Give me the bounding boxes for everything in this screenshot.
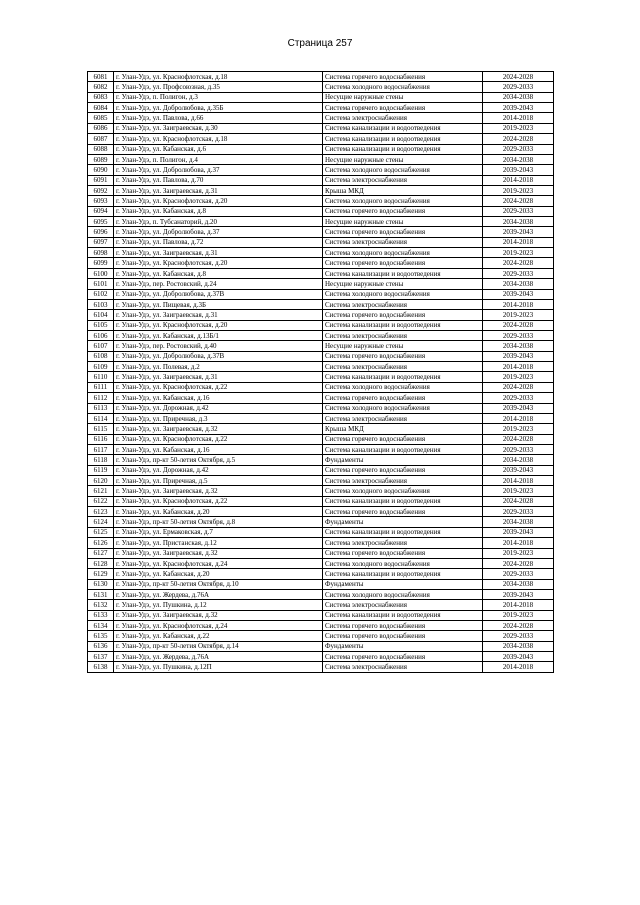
period-cell: 2029-2033: [483, 444, 554, 454]
period-cell: 2019-2023: [483, 372, 554, 382]
row-number-cell: 6089: [88, 154, 114, 164]
table-row: [88, 341, 554, 351]
table-row: [88, 299, 554, 309]
repair-type-cell: Система электроснабжения: [323, 662, 483, 672]
repair-type-cell: Система холодного водоснабжения: [323, 486, 483, 496]
table-row: [88, 569, 554, 579]
row-number-cell: 6112: [88, 393, 114, 403]
address-cell: г. Улан-Удэ, ул. Кабанская, д.13Б/1: [114, 330, 323, 340]
repair-type-cell: Система электроснабжения: [323, 476, 483, 486]
address-cell: г. Улан-Удэ, ул. Кабанская, д.8: [114, 206, 323, 216]
table-row: [88, 548, 554, 558]
table-row: [88, 455, 554, 465]
table-row: [88, 600, 554, 610]
repair-type-cell: Система горячего водоснабжения: [323, 310, 483, 320]
row-number-cell: 6118: [88, 455, 114, 465]
table-row: [88, 662, 554, 672]
period-cell: 2039-2043: [483, 403, 554, 413]
address-cell: г. Улан-Удэ, ул. Павлова, д.66: [114, 113, 323, 123]
table-row: [88, 558, 554, 568]
address-cell: г. Улан-Удэ, пер. Ростовский, д.40: [114, 341, 323, 351]
table-row: [88, 589, 554, 599]
row-number-cell: 6090: [88, 165, 114, 175]
row-number-cell: 6092: [88, 185, 114, 195]
table-row: [88, 72, 554, 82]
row-number-cell: 6104: [88, 310, 114, 320]
period-cell: 2024-2028: [483, 621, 554, 631]
address-cell: г. Улан-Удэ, ул. Пушкина, д.12: [114, 600, 323, 610]
address-cell: г. Улан-Удэ, ул. Заиграевская, д.31: [114, 248, 323, 258]
row-number-cell: 6115: [88, 424, 114, 434]
table-row: [88, 496, 554, 506]
table-row: [88, 652, 554, 662]
period-cell: 2029-2033: [483, 144, 554, 154]
row-number-cell: 6097: [88, 237, 114, 247]
period-cell: 2024-2028: [483, 558, 554, 568]
row-number-cell: 6082: [88, 82, 114, 92]
repair-type-cell: Фундаменты: [323, 641, 483, 651]
table-row: [88, 258, 554, 268]
period-cell: 2034-2038: [483, 154, 554, 164]
period-cell: 2039-2043: [483, 165, 554, 175]
period-cell: 2019-2023: [483, 486, 554, 496]
repair-type-cell: Система электроснабжения: [323, 600, 483, 610]
address-cell: г. Улан-Удэ, ул. Жердева, д.76А: [114, 652, 323, 662]
table-row: [88, 154, 554, 164]
repair-type-cell: Система холодного водоснабжения: [323, 558, 483, 568]
address-cell: г. Улан-Удэ, ул. Профсоюзная, д.35: [114, 82, 323, 92]
period-cell: 2039-2043: [483, 289, 554, 299]
row-number-cell: 6093: [88, 196, 114, 206]
period-cell: 2024-2028: [483, 320, 554, 330]
address-cell: г. Улан-Удэ, п. Тубсанаторий, д.20: [114, 217, 323, 227]
address-cell: г. Улан-Удэ, ул. Заиграевская, д.32: [114, 486, 323, 496]
table-row: [88, 351, 554, 361]
period-cell: 2029-2033: [483, 206, 554, 216]
row-number-cell: 6106: [88, 330, 114, 340]
address-cell: г. Улан-Удэ, ул. Кабанская, д.20: [114, 507, 323, 517]
table-row: [88, 372, 554, 382]
table-row: [88, 444, 554, 454]
address-cell: г. Улан-Удэ, ул. Кабанская, д.6: [114, 144, 323, 154]
row-number-cell: 6123: [88, 507, 114, 517]
address-cell: г. Улан-Удэ, ул. Заиграевская, д.31: [114, 310, 323, 320]
row-number-cell: 6088: [88, 144, 114, 154]
repair-type-cell: Система электроснабжения: [323, 113, 483, 123]
repair-type-cell: Система горячего водоснабжения: [323, 631, 483, 641]
row-number-cell: 6114: [88, 413, 114, 423]
repair-type-cell: Система горячего водоснабжения: [323, 434, 483, 444]
period-cell: 2024-2028: [483, 134, 554, 144]
address-cell: г. Улан-Удэ, ул. Добролюбова, д.37В: [114, 351, 323, 361]
period-cell: 2029-2033: [483, 631, 554, 641]
address-cell: г. Улан-Удэ, ул. Полевая, д.2: [114, 362, 323, 372]
row-number-cell: 6119: [88, 465, 114, 475]
repair-type-cell: Система горячего водоснабжения: [323, 652, 483, 662]
table-row: [88, 465, 554, 475]
row-number-cell: 6125: [88, 527, 114, 537]
address-cell: г. Улан-Удэ, ул. Краснофлотская, д.20: [114, 196, 323, 206]
period-cell: 2014-2018: [483, 299, 554, 309]
period-cell: 2024-2028: [483, 196, 554, 206]
repair-type-cell: Система горячего водоснабжения: [323, 227, 483, 237]
period-cell: 2029-2033: [483, 569, 554, 579]
address-cell: г. Улан-Удэ, ул. Дорожная, д.42: [114, 465, 323, 475]
repair-type-cell: Несущие наружные стены: [323, 92, 483, 102]
period-cell: 2014-2018: [483, 538, 554, 548]
repair-type-cell: Система горячего водоснабжения: [323, 621, 483, 631]
row-number-cell: 6085: [88, 113, 114, 123]
row-number-cell: 6087: [88, 134, 114, 144]
table-row: [88, 217, 554, 227]
period-cell: 2034-2038: [483, 455, 554, 465]
address-cell: г. Улан-Удэ, ул. Краснофлотская, д.22: [114, 382, 323, 392]
address-cell: г. Улан-Удэ, ул. Приречная, д.3: [114, 413, 323, 423]
table-row: [88, 631, 554, 641]
address-cell: г. Улан-Удэ, ул. Краснофлотская, д.20: [114, 320, 323, 330]
repair-type-cell: Система электроснабжения: [323, 362, 483, 372]
address-cell: г. Улан-Удэ, ул. Приречная, д.5: [114, 476, 323, 486]
period-cell: 2039-2043: [483, 589, 554, 599]
repair-type-cell: Система канализации и водоотведения: [323, 610, 483, 620]
row-number-cell: 6120: [88, 476, 114, 486]
period-cell: 2029-2033: [483, 330, 554, 340]
repair-type-cell: Несущие наружные стены: [323, 279, 483, 289]
address-cell: г. Улан-Удэ, ул. Ермаковская, д.7: [114, 527, 323, 537]
row-number-cell: 6137: [88, 652, 114, 662]
repair-type-cell: Крыша МКД: [323, 424, 483, 434]
row-number-cell: 6103: [88, 299, 114, 309]
repair-type-cell: Система электроснабжения: [323, 175, 483, 185]
row-number-cell: 6124: [88, 517, 114, 527]
address-cell: г. Улан-Удэ, ул. Заиграевская, д.30: [114, 123, 323, 133]
row-number-cell: 6110: [88, 372, 114, 382]
row-number-cell: 6098: [88, 248, 114, 258]
repair-type-cell: Система канализации и водоотведения: [323, 372, 483, 382]
repair-type-cell: Система канализации и водоотведения: [323, 268, 483, 278]
repair-type-cell: Система горячего водоснабжения: [323, 393, 483, 403]
repair-type-cell: Система электроснабжения: [323, 299, 483, 309]
repair-type-cell: Система электроснабжения: [323, 330, 483, 340]
period-cell: 2014-2018: [483, 662, 554, 672]
repair-type-cell: Несущие наружные стены: [323, 154, 483, 164]
table-row: [88, 517, 554, 527]
table-body: [88, 72, 554, 673]
row-number-cell: 6081: [88, 72, 114, 82]
period-cell: 2024-2028: [483, 258, 554, 268]
period-cell: 2019-2023: [483, 185, 554, 195]
address-cell: г. Улан-Удэ, ул. Краснофлотская, д.18: [114, 134, 323, 144]
period-cell: 2034-2038: [483, 279, 554, 289]
period-cell: 2014-2018: [483, 175, 554, 185]
period-cell: 2039-2043: [483, 227, 554, 237]
address-cell: г. Улан-Удэ, ул. Добролюбова, д.37: [114, 165, 323, 175]
table-row: [88, 424, 554, 434]
table-row: [88, 527, 554, 537]
table-row: [88, 248, 554, 258]
period-cell: 2014-2018: [483, 476, 554, 486]
row-number-cell: 6132: [88, 600, 114, 610]
address-cell: г. Улан-Удэ, ул. Павлова, д.70: [114, 175, 323, 185]
repair-type-cell: Система канализации и водоотведения: [323, 144, 483, 154]
period-cell: 2029-2033: [483, 507, 554, 517]
row-number-cell: 6131: [88, 589, 114, 599]
address-cell: г. Улан-Удэ, ул. Заиграевская, д.32: [114, 610, 323, 620]
repair-type-cell: Система холодного водоснабжения: [323, 589, 483, 599]
row-number-cell: 6099: [88, 258, 114, 268]
row-number-cell: 6113: [88, 403, 114, 413]
period-cell: 2039-2043: [483, 351, 554, 361]
table-row: [88, 320, 554, 330]
repair-type-cell: Система холодного водоснабжения: [323, 165, 483, 175]
repair-type-cell: Система горячего водоснабжения: [323, 465, 483, 475]
table-row: [88, 206, 554, 216]
address-cell: г. Улан-Удэ, пр-кт 50-летия Октября, д.10: [114, 579, 323, 589]
row-number-cell: 6108: [88, 351, 114, 361]
row-number-cell: 6102: [88, 289, 114, 299]
repair-type-cell: Система горячего водоснабжения: [323, 258, 483, 268]
period-cell: 2014-2018: [483, 113, 554, 123]
repair-type-cell: Несущие наружные стены: [323, 341, 483, 351]
period-cell: 2024-2028: [483, 496, 554, 506]
table-row: [88, 227, 554, 237]
table-row: [88, 92, 554, 102]
repair-type-cell: Система холодного водоснабжения: [323, 248, 483, 258]
address-cell: г. Улан-Удэ, пер. Ростовский, д.24: [114, 279, 323, 289]
row-number-cell: 6084: [88, 103, 114, 113]
period-cell: 2029-2033: [483, 393, 554, 403]
row-number-cell: 6128: [88, 558, 114, 568]
address-cell: г. Улан-Удэ, ул. Кабанская, д.20: [114, 569, 323, 579]
period-cell: 2034-2038: [483, 341, 554, 351]
row-number-cell: 6096: [88, 227, 114, 237]
address-cell: г. Улан-Удэ, ул. Заиграевская, д.32: [114, 424, 323, 434]
period-cell: 2014-2018: [483, 413, 554, 423]
table-row: [88, 310, 554, 320]
table-row: [88, 434, 554, 444]
repair-type-cell: Фундаменты: [323, 579, 483, 589]
table-row: [88, 237, 554, 247]
repair-schedule-table: [87, 71, 554, 673]
row-number-cell: 6111: [88, 382, 114, 392]
repair-type-cell: Система канализации и водоотведения: [323, 527, 483, 537]
address-cell: г. Улан-Удэ, пр-кт 50-летия Октября, д.8: [114, 517, 323, 527]
repair-type-cell: Система электроснабжения: [323, 413, 483, 423]
row-number-cell: 6130: [88, 579, 114, 589]
repair-type-cell: Система горячего водоснабжения: [323, 103, 483, 113]
row-number-cell: 6107: [88, 341, 114, 351]
table-row: [88, 330, 554, 340]
repair-type-cell: Система горячего водоснабжения: [323, 72, 483, 82]
row-number-cell: 6122: [88, 496, 114, 506]
table-row: [88, 507, 554, 517]
table-row: [88, 113, 554, 123]
period-cell: 2019-2023: [483, 123, 554, 133]
repair-type-cell: Система канализации и водоотведения: [323, 444, 483, 454]
table-row: [88, 641, 554, 651]
address-cell: г. Улан-Удэ, ул. Пристанская, д.12: [114, 538, 323, 548]
repair-type-cell: Система горячего водоснабжения: [323, 548, 483, 558]
period-cell: 2039-2043: [483, 652, 554, 662]
row-number-cell: 6091: [88, 175, 114, 185]
period-cell: 2024-2028: [483, 434, 554, 444]
period-cell: 2039-2043: [483, 103, 554, 113]
address-cell: г. Улан-Удэ, п. Полигон, д.3: [114, 92, 323, 102]
repair-type-cell: Система канализации и водоотведения: [323, 496, 483, 506]
address-cell: г. Улан-Удэ, ул. Краснофлотская, д.18: [114, 72, 323, 82]
row-number-cell: 6134: [88, 621, 114, 631]
address-cell: г. Улан-Удэ, ул. Краснофлотская, д.24: [114, 558, 323, 568]
table-row: [88, 144, 554, 154]
repair-type-cell: Крыша МКД: [323, 185, 483, 195]
row-number-cell: 6133: [88, 610, 114, 620]
address-cell: г. Улан-Удэ, ул. Заиграевская, д.31: [114, 372, 323, 382]
address-cell: г. Улан-Удэ, ул. Добролюбова, д.37: [114, 227, 323, 237]
repair-type-cell: Система канализации и водоотведения: [323, 569, 483, 579]
address-cell: г. Улан-Удэ, ул. Пушкина, д.12П: [114, 662, 323, 672]
repair-type-cell: Система электроснабжения: [323, 237, 483, 247]
address-cell: г. Улан-Удэ, ул. Дорожная, д.42: [114, 403, 323, 413]
table-row: [88, 382, 554, 392]
period-cell: 2024-2028: [483, 72, 554, 82]
address-cell: г. Улан-Удэ, ул. Краснофлотская, д.22: [114, 434, 323, 444]
period-cell: 2019-2023: [483, 548, 554, 558]
table-row: [88, 165, 554, 175]
table-row: [88, 403, 554, 413]
period-cell: 2034-2038: [483, 217, 554, 227]
period-cell: 2019-2023: [483, 610, 554, 620]
period-cell: 2034-2038: [483, 517, 554, 527]
address-cell: г. Улан-Удэ, ул. Кабанская, д.22: [114, 631, 323, 641]
table-row: [88, 393, 554, 403]
row-number-cell: 6086: [88, 123, 114, 133]
address-cell: г. Улан-Удэ, ул. Добролюбова, д.37В: [114, 289, 323, 299]
row-number-cell: 6100: [88, 268, 114, 278]
row-number-cell: 6138: [88, 662, 114, 672]
row-number-cell: 6129: [88, 569, 114, 579]
period-cell: 2034-2038: [483, 92, 554, 102]
repair-type-cell: Система электроснабжения: [323, 538, 483, 548]
address-cell: г. Улан-Удэ, ул. Заиграевская, д.32: [114, 548, 323, 558]
table-row: [88, 196, 554, 206]
table-row: [88, 610, 554, 620]
row-number-cell: 6126: [88, 538, 114, 548]
address-cell: г. Улан-Удэ, пр-кт 50-летия Октября, д.5: [114, 455, 323, 465]
address-cell: г. Улан-Удэ, п. Полигон, д.4: [114, 154, 323, 164]
row-number-cell: 6116: [88, 434, 114, 444]
repair-type-cell: Система горячего водоснабжения: [323, 351, 483, 361]
row-number-cell: 6117: [88, 444, 114, 454]
table-row: [88, 362, 554, 372]
repair-type-cell: Система канализации и водоотведения: [323, 123, 483, 133]
repair-type-cell: Система горячего водоснабжения: [323, 507, 483, 517]
table-row: [88, 279, 554, 289]
period-cell: 2029-2033: [483, 82, 554, 92]
row-number-cell: 6105: [88, 320, 114, 330]
table-row: [88, 134, 554, 144]
period-cell: 2014-2018: [483, 362, 554, 372]
table-row: [88, 579, 554, 589]
table-row: [88, 413, 554, 423]
table-row: [88, 82, 554, 92]
table-row: [88, 538, 554, 548]
repair-type-cell: Система канализации и водоотведения: [323, 320, 483, 330]
period-cell: 2029-2033: [483, 268, 554, 278]
row-number-cell: 6095: [88, 217, 114, 227]
address-cell: г. Улан-Удэ, ул. Заиграевская, д.31: [114, 185, 323, 195]
address-cell: г. Улан-Удэ, ул. Кабанская, д.16: [114, 393, 323, 403]
row-number-cell: 6127: [88, 548, 114, 558]
period-cell: 2034-2038: [483, 579, 554, 589]
table-row: [88, 289, 554, 299]
row-number-cell: 6083: [88, 92, 114, 102]
repair-type-cell: Система холодного водоснабжения: [323, 382, 483, 392]
period-cell: 2019-2023: [483, 310, 554, 320]
page-title: Страница 257: [287, 38, 353, 49]
address-cell: г. Улан-Удэ, ул. Жердева, д.76А: [114, 589, 323, 599]
table-row: [88, 268, 554, 278]
address-cell: г. Улан-Удэ, пр-кт 50-летия Октября, д.14: [114, 641, 323, 651]
table-row: [88, 486, 554, 496]
table-row: [88, 621, 554, 631]
repair-type-cell: Система холодного водоснабжения: [323, 82, 483, 92]
address-cell: г. Улан-Удэ, ул. Краснофлотская, д.22: [114, 496, 323, 506]
row-number-cell: 6094: [88, 206, 114, 216]
address-cell: г. Улан-Удэ, ул. Краснофлотская, д.24: [114, 621, 323, 631]
address-cell: г. Улан-Удэ, ул. Краснофлотская, д.20: [114, 258, 323, 268]
period-cell: 2024-2028: [483, 382, 554, 392]
table-row: [88, 103, 554, 113]
period-cell: 2039-2043: [483, 465, 554, 475]
repair-type-cell: Несущие наружные стены: [323, 217, 483, 227]
address-cell: г. Улан-Удэ, ул. Пищевая, д.3Б: [114, 299, 323, 309]
address-cell: г. Улан-Удэ, ул. Добролюбова, д.35Б: [114, 103, 323, 113]
row-number-cell: 6135: [88, 631, 114, 641]
repair-type-cell: Система холодного водоснабжения: [323, 196, 483, 206]
table-row: [88, 476, 554, 486]
period-cell: 2034-2038: [483, 641, 554, 651]
table-row: [88, 123, 554, 133]
row-number-cell: 6121: [88, 486, 114, 496]
period-cell: 2014-2018: [483, 600, 554, 610]
address-cell: г. Улан-Удэ, ул. Кабанская, д.8: [114, 268, 323, 278]
row-number-cell: 6101: [88, 279, 114, 289]
period-cell: 2019-2023: [483, 424, 554, 434]
address-cell: г. Улан-Удэ, ул. Павлова, д.72: [114, 237, 323, 247]
period-cell: 2019-2023: [483, 248, 554, 258]
repair-type-cell: Система горячего водоснабжения: [323, 206, 483, 216]
row-number-cell: 6136: [88, 641, 114, 651]
table-row: [88, 185, 554, 195]
row-number-cell: 6109: [88, 362, 114, 372]
repair-type-cell: Фундаменты: [323, 517, 483, 527]
address-cell: г. Улан-Удэ, ул. Кабанская, д.16: [114, 444, 323, 454]
repair-type-cell: Фундаменты: [323, 455, 483, 465]
repair-type-cell: Система канализации и водоотведения: [323, 134, 483, 144]
table-row: [88, 175, 554, 185]
repair-type-cell: Система холодного водоснабжения: [323, 289, 483, 299]
repair-type-cell: Система холодного водоснабжения: [323, 403, 483, 413]
period-cell: 2014-2018: [483, 237, 554, 247]
period-cell: 2039-2043: [483, 527, 554, 537]
